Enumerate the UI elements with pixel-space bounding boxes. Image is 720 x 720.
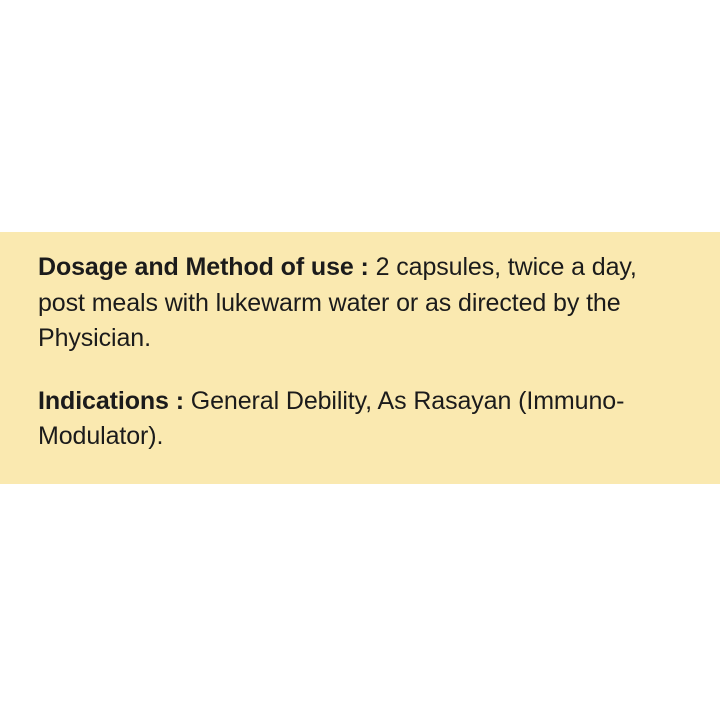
dosage-paragraph	[38, 250, 686, 357]
label-info-panel	[0, 232, 720, 484]
dosage-heading: Dosage and Method of use :	[38, 253, 369, 281]
indications-paragraph	[38, 384, 686, 455]
indications-text: General Debility, As Rasayan (Immuno-Modulator).	[38, 386, 625, 450]
indications-heading: Indications :	[38, 386, 184, 415]
dosage-text: 2 capsules, twice a day, post meals with lukewarm water or as directed by the Physician.	[38, 253, 637, 352]
